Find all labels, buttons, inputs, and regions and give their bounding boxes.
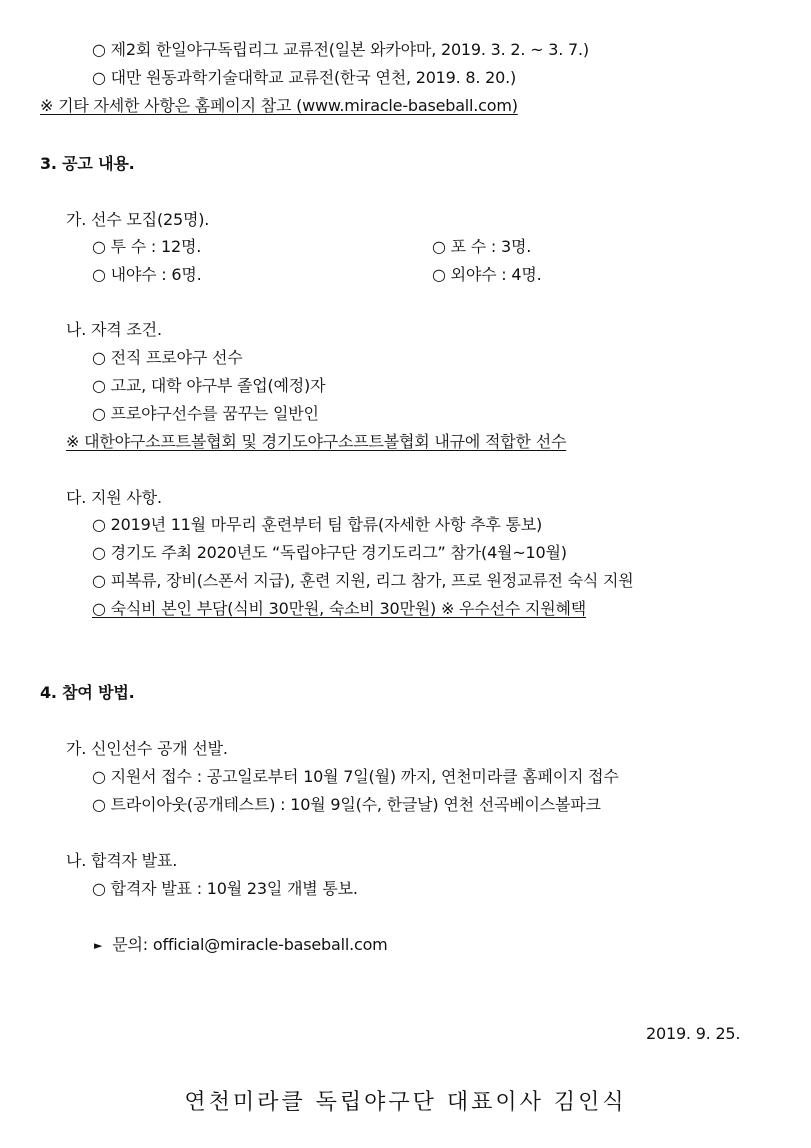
contact-line (94, 933, 388, 957)
document-date: 2019. 9. 25. (646, 1024, 741, 1043)
tryout-item-2: ○ 트라이아웃(공개테스트) : 10월 9일(수, 한글날) 연천 선곡베이스볼파크 (92, 795, 601, 814)
section3-heading: 3. 공고 내용. (40, 154, 135, 173)
pointer-arrow-icon: ► (94, 939, 103, 952)
qualification-item-3: ○ 프로야구선수를 꿈꾸는 일반인 (92, 404, 319, 423)
recruit-outfielder: ○ 외야수 : 4명. (432, 265, 542, 284)
section3-ga-title: 가. 선수 모집(25명). (66, 210, 210, 229)
support-item-2: ○ 경기도 주최 2020년도 “독립야구단 경기도리그” 참가(4월~10월) (92, 543, 567, 562)
section3-na-title: 나. 자격 조건. (66, 320, 162, 339)
tryout-item-1: ○ 지원서 접수 : 공고일로부터 10월 7일(월) 까지, 연천미라클 홈페이지 접수 (92, 767, 619, 786)
qualification-note: ※ 대한야구소프트볼협회 및 경기도야구소프트볼협회 내규에 적합한 선수 (66, 432, 567, 451)
announcement-item: ○ 합격자 발표 : 10월 23일 개별 통보. (92, 879, 358, 898)
support-item-1: ○ 2019년 11월 마무리 훈련부터 팀 합류(자세한 사항 추후 통보) (92, 515, 543, 534)
recruit-infielder: ○ 내야수 : 6명. (92, 265, 202, 284)
recruit-pitcher: ○ 투 수 : 12명. (92, 237, 202, 256)
qualification-item-1: ○ 전직 프로야구 선수 (92, 348, 243, 367)
homepage-note: ※ 기타 자세한 사항은 홈페이지 참고 (www.miracle-baseball.com) (40, 96, 518, 115)
qualification-item-2: ○ 고교, 대학 야구부 졸업(예정)자 (92, 376, 326, 395)
section4-heading: 4. 참여 방법. (40, 683, 135, 702)
section3-da-title: 다. 지원 사항. (66, 488, 162, 507)
signature-line: 연천미라클 독립야구단 대표이사 김인식 (184, 1090, 627, 1115)
recruit-catcher: ○ 포 수 : 3명. (432, 237, 532, 256)
section4-na-title: 나. 합격자 발표. (66, 851, 178, 870)
section4-ga-title: 가. 신인선수 공개 선발. (66, 739, 228, 758)
support-item-3: ○ 피복류, 장비(스폰서 지급), 훈련 지원, 리그 참가, 프로 원정교류전 숙식 지원 (92, 571, 634, 590)
history-item-1: ○ 제2회 한일야구독립리그 교류전(일본 와카야마, 2019. 3. 2. ~ 3. 7.) (92, 40, 589, 59)
support-item-4: ○ 숙식비 본인 부담(식비 30만원, 숙소비 30만원) ※ 우수선수 지원혜택 (92, 599, 586, 618)
contact-email: 문의: official@miracle-baseball.com (112, 935, 388, 954)
history-item-2: ○ 대만 원동과학기술대학교 교류전(한국 연천, 2019. 8. 20.) (92, 68, 517, 87)
